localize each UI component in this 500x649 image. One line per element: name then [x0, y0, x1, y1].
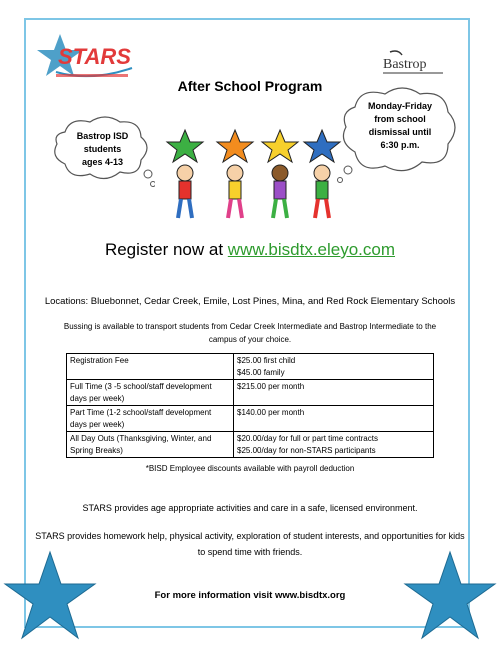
bastrop-logo-text: Bastrop [383, 57, 427, 72]
register-line [0, 240, 500, 260]
star-icon [2, 548, 98, 644]
register-link[interactable]: www.bisdtx.eleyo.com [227, 240, 396, 259]
cloud-right-line2: from school [374, 114, 426, 124]
fees-table [66, 353, 434, 458]
cloud-right-line4: 6:30 p.m. [380, 140, 420, 150]
fee-value [234, 406, 434, 432]
stars-logo-text: STARS [58, 44, 131, 69]
fee-value-line2: $45.00 family [237, 367, 285, 377]
fee-value-line1: $20.00/day for full or part time contracts [237, 434, 378, 443]
fee-value [234, 432, 434, 458]
cloud-right-line3: dismissal until [368, 127, 432, 137]
register-prefix: Register now at [104, 240, 228, 259]
bussing-text: Bussing is available to transport students from Cedar Creek Intermediate and Bastrop Intermediate to the campus of your choice. [63, 322, 437, 344]
tagline-activities: STARS provides homework help, physical activity, exploration of student interests, and opportunities for kids to spend time with friends. [35, 531, 465, 557]
yellow-star-icon [262, 130, 298, 162]
cloud-left-line2: students [83, 144, 122, 154]
locations-text: Locations: Bluebonnet, Cedar Creek, Emile, Lost Pines, Mina, and Red Rock Elementary Schools [44, 296, 456, 307]
fee-label: Part Time (1-2 school/staff development days per week) [67, 406, 234, 432]
fee-label: Full Time (3 -5 school/staff development days per week) [67, 380, 234, 406]
kids-holding-stars-illustration [150, 128, 350, 223]
cloud-left-line1: Bastrop ISD [76, 131, 129, 141]
green-star-icon [167, 130, 203, 162]
cloud-right [330, 82, 465, 190]
fee-value-line1: $25.00 first child [237, 356, 296, 365]
fee-value-line1: $140.00 per month [237, 408, 305, 417]
cloud-left-line3: ages 4-13 [81, 157, 124, 167]
table-row [67, 380, 434, 406]
table-row [67, 354, 434, 380]
fee-value-line1: $215.00 per month [237, 382, 305, 391]
fee-value [234, 380, 434, 406]
fee-label: All Day Outs (Thanksgiving, Winter, and Spring Breaks) [67, 432, 234, 458]
tagline-safety: STARS provides age appropriate activities and care in a safe, licensed environment. [82, 503, 418, 513]
bastrop-logo [368, 48, 468, 78]
star-icon [402, 548, 498, 644]
fee-value-line2: $25.00/day for non-STARS participants [237, 445, 376, 455]
fee-label: Registration Fee [67, 354, 234, 380]
table-row [67, 406, 434, 432]
fee-value [234, 354, 434, 380]
orange-star-icon [217, 130, 253, 162]
cloud-right-line1: Monday-Friday [367, 101, 432, 111]
blue-star-icon [304, 130, 340, 162]
page-title: After School Program [177, 78, 323, 94]
cloud-left [45, 112, 155, 190]
more-info-text: For more information visit www.bisdtx.org [154, 590, 346, 601]
discount-note: *BISD Employee discounts available with payroll deduction [145, 464, 355, 473]
table-row [67, 432, 434, 458]
